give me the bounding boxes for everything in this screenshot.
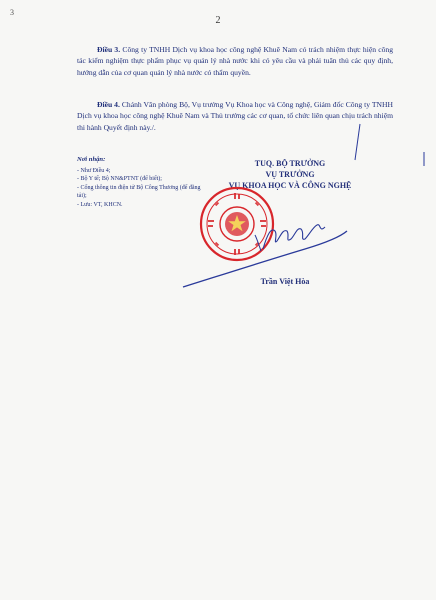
article-3-lead: Điều 3. — [97, 45, 121, 54]
recipient-item: - Như Điều 4; — [77, 167, 111, 174]
article-4-lead: Điều 4. — [97, 100, 120, 109]
margin-pen-stroke-icon — [418, 150, 430, 170]
recipients-title: Nơi nhận: — [77, 156, 106, 163]
page-number: 2 — [215, 15, 221, 26]
article-4-paragraph — [77, 99, 393, 133]
article-3-paragraph — [77, 44, 393, 78]
signer-name: Trần Việt Hòa — [260, 277, 310, 286]
recipient-item: - Lưu: VT, KHCN. — [77, 201, 123, 208]
recipients-block — [77, 156, 207, 210]
corner-mark: 3 — [10, 8, 14, 17]
article-3-text: Công ty TNHH Dịch vụ khoa học công nghệ Khuê Nam có trách nhiệm thực hiện công tác kiểm nghiệm thực phẩm phục vụ quản lý nhà nước khi có yêu cầu và phải tuân thủ các quy định, hướng dẫn của cơ quan quản lý nhà nước có thẩm quyền. — [77, 45, 394, 77]
signature-title-line1: TUQ. BỘ TRƯỞNG — [254, 159, 326, 168]
article-4-text: Chánh Văn phòng Bộ, Vụ trưởng Vụ Khoa học và Công nghệ, Giám đốc Công ty TNHH Dịch vụ khoa học công nghệ Khuê Nam và Thủ trưởng các cơ quan, tổ chức liên quan chịu trách nhiệm thi hành Quyết định này./. — [77, 100, 393, 132]
recipient-item: - Bộ Y tế; Bộ NN&PTNT (để biết); — [77, 176, 162, 183]
recipients-list — [77, 167, 207, 210]
recipient-item: - Cổng thông tin điện tử Bộ Công Thương (để đăng tải); — [77, 184, 201, 200]
signature-title-line2: VỤ TRƯỞNG — [265, 170, 315, 179]
signature-title-line3: VỤ KHOA HỌC VÀ CÔNG NGHỆ — [228, 181, 352, 190]
margin-pen-stroke-icon — [352, 122, 364, 162]
